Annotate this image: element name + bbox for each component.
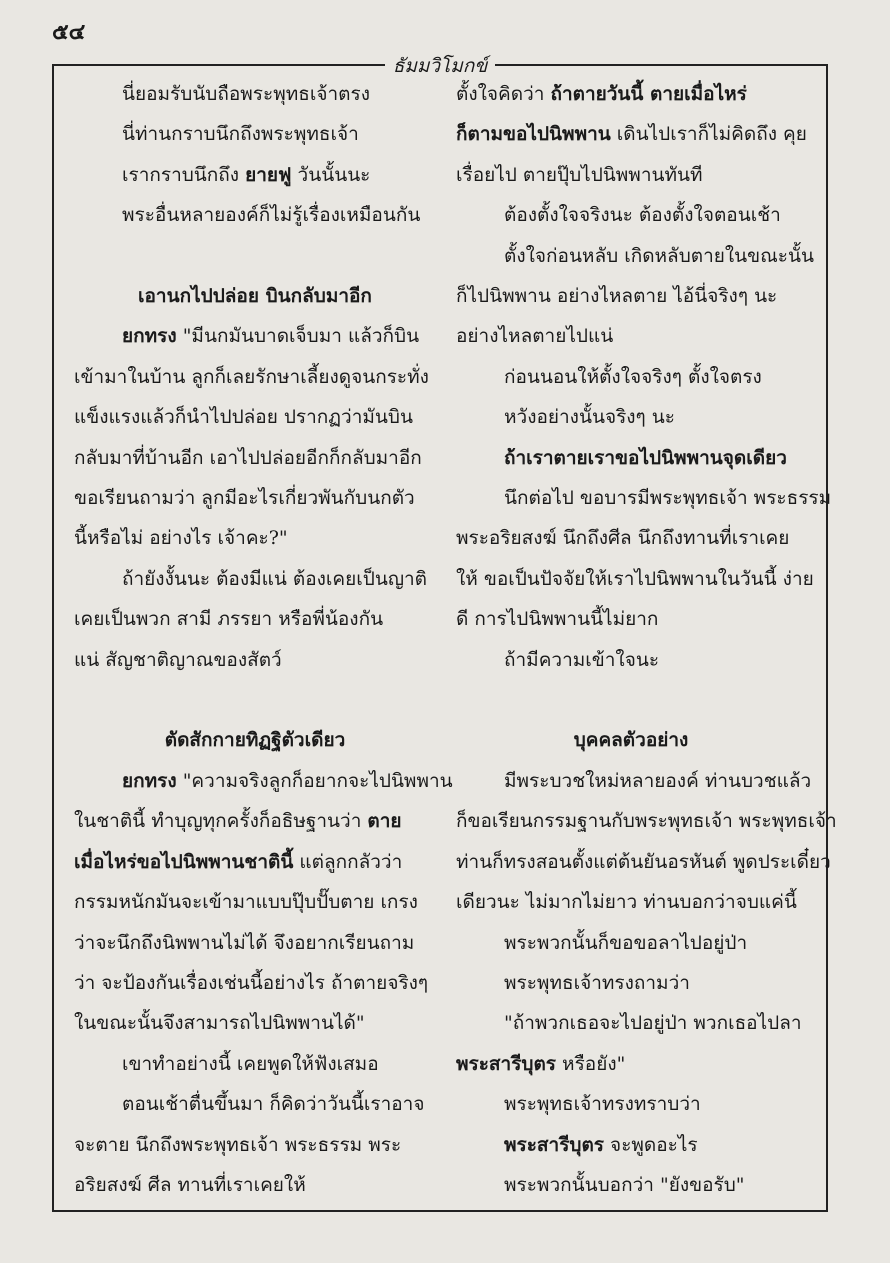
text-line: กลับมาที่บ้านอีก เอาไปปล่อยอีกก็กลับมาอีก: [74, 446, 422, 469]
running-header-text: ธัมมวิโมกข์: [385, 55, 496, 77]
text-line: นี้หรือไม่ อย่างไร เจ้าคะ?": [74, 527, 288, 550]
text-line: หวังอย่างนั้นจริงๆ นะ: [504, 406, 675, 429]
text-line: เคยเป็นพวก สามี ภรรยา หรือพี่น้องกัน: [74, 608, 384, 631]
text-line: แน่ สัญชาติญาณของสัตว์: [74, 648, 282, 671]
text-line: มีพระบวชใหม่หลายองค์ ท่านบวชแล้ว: [504, 769, 812, 792]
text-line: ก็ตามขอไปนิพพาน เดินไปเราก็ไม่คิดถึง คุย: [456, 123, 807, 146]
text-line: ยกทรง "ความจริงลูกก็อยากจะไปนิพพาน: [122, 769, 453, 792]
section-heading: บุคคลตัวอย่าง: [573, 729, 689, 752]
text-line: พระพวกนั้นก็ขอขอลาไปอยู่ป่า: [504, 931, 748, 954]
text-line: เรากราบนึกถึง ยายฟู วันนั้นนะ: [122, 163, 371, 186]
text-line: เขาทำอย่างนี้ เคยพูดให้ฟังเสมอ: [122, 1052, 379, 1075]
text-line: เมื่อไหร่ขอไปนิพพานชาตินี้ แต่ลูกกลัวว่า: [74, 850, 403, 873]
text-line: พระพุทธเจ้าทรงทราบว่า: [504, 1093, 701, 1116]
text-line: แข็งแรงแล้วก็นำไปปล่อย ปรากฏว่ามันบิน: [74, 406, 413, 429]
text-line: ตอนเช้าตื่นขึ้นมา ก็คิดว่าวันนี้เราอาจ: [122, 1093, 425, 1116]
section-heading: ตัดสักกายทิฏฐิตัวเดียว: [164, 729, 346, 752]
text-line: ตั้งใจก่อนหลับ เกิดหลับตายในขณะนั้น: [504, 244, 814, 267]
text-line: ให้ ขอเป็นปัจจัยให้เราไปนิพพานในวันนี้ ง่าย: [456, 567, 814, 590]
text-line: ท่านก็ทรงสอนตั้งแต่ต้นยันอรหันต์ พูดประเดี๋ยว: [456, 850, 831, 873]
text-line: ในชาตินี้ ทำบุญทุกครั้งก็อธิษฐานว่า ตาย: [74, 810, 402, 833]
text-line: อย่างไหลตายไปแน่: [456, 325, 614, 348]
text-line: จะตาย นึกถึงพระพุทธเจ้า พระธรรม พระ: [74, 1133, 402, 1156]
right-column: [456, 74, 837, 1205]
text-line: ถ้ายังงั้นนะ ต้องมีแน่ ต้องเคยเป็นญาติ: [122, 567, 428, 590]
text-line: เรื่อยไป ตายปุ๊บไปนิพพานทันที: [456, 163, 703, 186]
section-heading: เอานกไปปล่อย บินกลับมาอีก: [138, 285, 372, 308]
text-line: กรรมหนักมันจะเข้ามาแบบปุ๊บปั๊บตาย เกรง: [74, 891, 418, 914]
text-line: ถ้าเราตายเราขอไปนิพพานจุดเดียว: [504, 446, 787, 469]
text-line: นี่ท่านกราบนึกถึงพระพุทธเจ้า: [122, 123, 359, 146]
text-line: พระพวกนั้นบอกว่า "ยังขอรับ": [504, 1173, 745, 1196]
text-line: ขอเรียนถามว่า ลูกมีอะไรเกี่ยวพันกับนกตัว: [74, 487, 415, 510]
text-line: ยกทรง "มีนกมันบาดเจ็บมา แล้วก็บิน: [122, 325, 420, 348]
text-line: พระพุทธเจ้าทรงถามว่า: [504, 971, 690, 994]
text-line: พระอื่นหลายองค์ก็ไม่รู้เรื่องเหมือนกัน: [122, 204, 421, 227]
text-line: พระสารีบุตร หรือยัง": [456, 1052, 626, 1075]
text-line: เข้ามาในบ้าน ลูกก็เลยรักษาเลี้ยงดูจนกระทั่ง: [74, 365, 429, 388]
text-line: ถ้ามีความเข้าใจนะ: [504, 648, 660, 671]
text-line: เดียวนะ ไม่มากไม่ยาว ท่านบอกว่าจบแค่นี้: [456, 891, 797, 914]
text-line: นึกต่อไป ขอบารมีพระพุทธเจ้า พระธรรม: [504, 487, 832, 510]
text-line: ตั้งใจคิดว่า ถ้าตายวันนี้ ตายเมื่อไหร่: [456, 83, 747, 105]
text-line: ต้องตั้งใจจริงนะ ต้องตั้งใจตอนเช้า: [504, 204, 781, 227]
text-line: พระสารีบุตร จะพูดอะไร: [504, 1133, 698, 1156]
text-line: "ถ้าพวกเธอจะไปอยู่ป่า พวกเธอไปลา: [504, 1012, 802, 1035]
text-line: ก่อนนอนให้ตั้งใจจริงๆ ตั้งใจตรง: [504, 365, 762, 388]
text-line: ว่าจะนึกถึงนิพพานไม่ได้ จึงอยากเรียนถาม: [74, 931, 415, 954]
text-line: พระอริยสงฆ์ นึกถึงศีล นึกถึงทานที่เราเคย: [456, 527, 790, 550]
left-column: [74, 74, 453, 1205]
content-frame: [52, 55, 837, 1212]
text-line: ก็ขอเรียนกรรมฐานกับพระพุทธเจ้า พระพุทธเจ้า: [456, 810, 837, 833]
text-line: นี่ยอมรับนับถือพระพุทธเจ้าตรง: [122, 83, 370, 105]
text-line: ก็ไปนิพพาน อย่างไหลตาย ไอ้นี่จริงๆ นะ: [456, 285, 778, 308]
text-line: อริยสงฆ์ ศีล ทานที่เราเคยให้: [74, 1173, 306, 1196]
text-line: ว่า จะป้องกันเรื่องเช่นนี้อย่างไร ถ้าตายจริงๆ: [74, 971, 429, 994]
page-number: ๕๔: [52, 19, 86, 45]
text-line: ในขณะนั้นจึงสามารถไปนิพพานได้": [74, 1012, 365, 1035]
text-line: ดี การไปนิพพานนี้ไม่ยาก: [456, 608, 659, 631]
